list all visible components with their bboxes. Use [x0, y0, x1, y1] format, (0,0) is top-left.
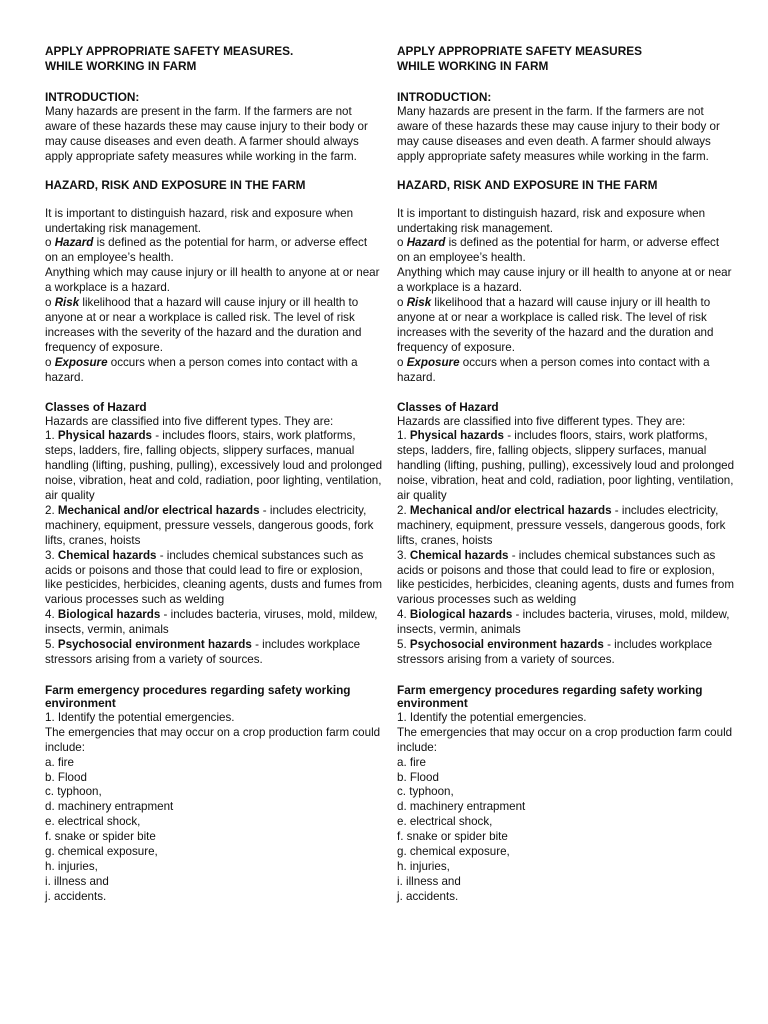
list-item: a. fire	[45, 755, 74, 769]
class-number: 5.	[397, 638, 410, 652]
class-number: 3.	[397, 548, 410, 562]
hazard-class-item	[397, 429, 735, 504]
class-desc: - includes chemical substances such as acids or poisons and those that could lead to fire or explosion, like pesticides, herbicides, cleaning agents, dusts and fumes from various processes such as welding	[45, 548, 383, 607]
bullet: o	[397, 355, 404, 369]
class-number: 1.	[45, 429, 58, 443]
farm-emergency-heading: Farm emergency procedures regarding safety working environment	[45, 682, 351, 711]
class-number: 3.	[45, 548, 58, 562]
class-desc: - includes workplace stressors arising from a variety of sources.	[45, 638, 361, 666]
class-name: Chemical hazards	[409, 548, 509, 562]
list-item: e. electrical shock,	[397, 815, 493, 829]
class-name: Mechanical and/or electrical hazards	[409, 503, 612, 517]
class-desc: - includes bacteria, viruses, mold, mildew, insects, vermin, animals	[45, 608, 378, 637]
class-number: 4.	[397, 608, 410, 622]
emergency-list	[397, 756, 735, 905]
exposure-term: Exposure	[54, 355, 108, 369]
class-name: Biological hazards	[57, 608, 161, 622]
risk-term: Risk	[406, 296, 432, 310]
class-number: 1.	[397, 429, 410, 443]
classes-intro: Hazards are classified into five different types. They are:	[397, 414, 686, 428]
classes-heading: Classes of Hazard	[397, 399, 499, 414]
document-title-line2: WHILE WORKING IN FARM	[45, 59, 197, 73]
bullet: o	[45, 296, 52, 310]
hazard-intro: It is important to distinguish hazard, risk and exposure when undertaking risk management.	[45, 206, 354, 235]
list-item: g. chemical exposure,	[397, 845, 510, 859]
list-item: h. injuries,	[45, 859, 98, 873]
intro-heading: INTRODUCTION:	[397, 90, 492, 104]
classes-heading: Classes of Hazard	[45, 399, 147, 414]
class-name: Physical hazards	[57, 429, 152, 443]
hazard-definition	[45, 236, 383, 266]
risk-definition	[397, 296, 735, 356]
class-name: Mechanical and/or electrical hazards	[57, 503, 260, 517]
bullet: o	[45, 236, 52, 250]
class-desc: - includes chemical substances such as acids or poisons and those that could lead to fire or explosion, like pesticides, herbicides, cleaning agents, dusts and fumes from various processes such as welding	[397, 548, 735, 607]
hazard-class-item	[45, 429, 383, 504]
exposure-def-text: occurs when a person comes into contact with a hazard.	[397, 355, 710, 384]
hazard-class-item	[45, 549, 383, 609]
class-desc: - includes floors, stairs, work platforms, steps, ladders, fire, falling objects, slippery surfaces, manual handling (lifting, pushing, pulling), excessively loud and prolonged noise, vibration, heat and cold, radiation, poor lighting, ventilation, air quality	[45, 429, 383, 503]
risk-definition	[45, 296, 383, 356]
exposure-term: Exposure	[406, 355, 460, 369]
hazard-term: Hazard	[54, 236, 94, 250]
intro-text: Many hazards are present in the farm. If the farmers are not aware of these hazards these may cause injury to their body or may cause diseases and even death. A farmer should always apply appropriate safety measures while working in the farm.	[397, 105, 720, 163]
class-number: 5.	[45, 638, 58, 652]
list-item: f. snake or spider bite	[397, 830, 508, 844]
hazard-extra: Anything which may cause injury or ill health to anyone at or near a workplace is a hazard.	[397, 266, 732, 295]
list-item: c. typhoon,	[397, 785, 454, 799]
intro-heading: INTRODUCTION:	[45, 90, 140, 104]
hazard-def-text: is defined as the potential for harm, or adverse effect on an employee’s health.	[397, 236, 720, 265]
right-column	[397, 44, 735, 905]
document-title-line1: APPLY APPROPRIATE SAFETY MEASURES	[397, 44, 642, 58]
risk-def-text: likelihood that a hazard will cause injury or ill health to anyone at or near a workplace is called risk. The level of risk increases with the severity of the hazard and the duration and frequency of exposure.	[45, 296, 362, 354]
class-desc: - includes workplace stressors arising from a variety of sources.	[397, 638, 713, 666]
hazard-intro: It is important to distinguish hazard, risk and exposure when undertaking risk management.	[397, 206, 706, 235]
classes-intro: Hazards are classified into five different types. They are:	[45, 414, 334, 428]
list-item: i. illness and	[45, 874, 109, 888]
class-number: 4.	[45, 608, 58, 622]
left-column	[45, 44, 383, 905]
farm-step-1: 1. Identify the potential emergencies.	[45, 710, 235, 724]
hazard-class-item	[45, 504, 383, 549]
hazard-section-heading: HAZARD, RISK AND EXPOSURE IN THE FARM	[397, 177, 658, 192]
exposure-definition	[45, 356, 383, 386]
class-name: Psychosocial environment hazards	[57, 638, 252, 652]
class-number: 2.	[397, 503, 410, 517]
class-name: Chemical hazards	[57, 548, 157, 562]
farm-emergency-heading: Farm emergency procedures regarding safety working environment	[397, 682, 703, 711]
class-desc: - includes electricity, machinery, equipment, pressure vessels, dangerous goods, fork lifts, cranes, hoists	[45, 503, 374, 547]
hazard-class-item	[397, 608, 735, 638]
class-name: Biological hazards	[409, 608, 513, 622]
class-number: 2.	[45, 503, 58, 517]
document-title-line2: WHILE WORKING IN FARM	[397, 59, 549, 73]
bullet: o	[397, 236, 404, 250]
hazard-definition	[397, 236, 735, 266]
bullet: o	[45, 355, 52, 369]
exposure-def-text: occurs when a person comes into contact with a hazard.	[45, 355, 358, 384]
emergency-list	[45, 756, 383, 905]
hazard-class-item	[397, 504, 735, 549]
hazard-section-heading: HAZARD, RISK AND EXPOSURE IN THE FARM	[45, 177, 306, 192]
list-item: i. illness and	[397, 874, 461, 888]
list-item: e. electrical shock,	[45, 815, 141, 829]
list-item: g. chemical exposure,	[45, 845, 158, 859]
document-title-line1: APPLY APPROPRIATE SAFETY MEASURES.	[45, 44, 294, 58]
class-desc: - includes bacteria, viruses, mold, mildew, insects, vermin, animals	[397, 608, 730, 637]
hazard-class-item	[45, 608, 383, 638]
class-name: Psychosocial environment hazards	[409, 638, 604, 652]
farm-step-1: 1. Identify the potential emergencies.	[397, 710, 587, 724]
list-item: f. snake or spider bite	[45, 830, 156, 844]
risk-def-text: likelihood that a hazard will cause injury or ill health to anyone at or near a workplace is called risk. The level of risk increases with the severity of the hazard and the duration and frequency of exposure.	[397, 296, 714, 354]
hazard-class-item	[45, 638, 383, 668]
hazard-class-item	[397, 638, 735, 668]
list-item: j. accidents.	[397, 889, 459, 903]
class-desc: - includes floors, stairs, work platforms, steps, ladders, fire, falling objects, slippery surfaces, manual handling (lifting, pushing, pulling), excessively loud and prolonged noise, vibration, heat and cold, radiation, poor lighting, ventilation, air quality	[397, 429, 735, 503]
list-item: a. fire	[397, 755, 426, 769]
farm-intro: The emergencies that may occur on a crop production farm could include:	[45, 725, 381, 754]
hazard-class-item	[397, 549, 735, 609]
class-name: Physical hazards	[409, 429, 504, 443]
intro-text: Many hazards are present in the farm. If the farmers are not aware of these hazards these may cause injury to their body or may cause diseases and even death. A farmer should always apply appropriate safety measures while working in the farm.	[45, 105, 368, 163]
list-item: b. Flood	[397, 770, 439, 784]
hazard-extra: Anything which may cause injury or ill health to anyone at or near a workplace is a hazard.	[45, 266, 380, 295]
hazard-def-text: is defined as the potential for harm, or adverse effect on an employee’s health.	[45, 236, 368, 265]
bullet: o	[397, 296, 404, 310]
list-item: c. typhoon,	[45, 785, 102, 799]
list-item: d. machinery entrapment	[397, 800, 526, 814]
risk-term: Risk	[54, 296, 80, 310]
list-item: j. accidents.	[45, 889, 107, 903]
exposure-definition	[397, 356, 735, 386]
list-item: d. machinery entrapment	[45, 800, 174, 814]
list-item: b. Flood	[45, 770, 87, 784]
hazard-term: Hazard	[406, 236, 446, 250]
class-desc: - includes electricity, machinery, equipment, pressure vessels, dangerous goods, fork lifts, cranes, hoists	[397, 503, 726, 547]
farm-intro: The emergencies that may occur on a crop production farm could include:	[397, 725, 733, 754]
list-item: h. injuries,	[397, 859, 450, 873]
